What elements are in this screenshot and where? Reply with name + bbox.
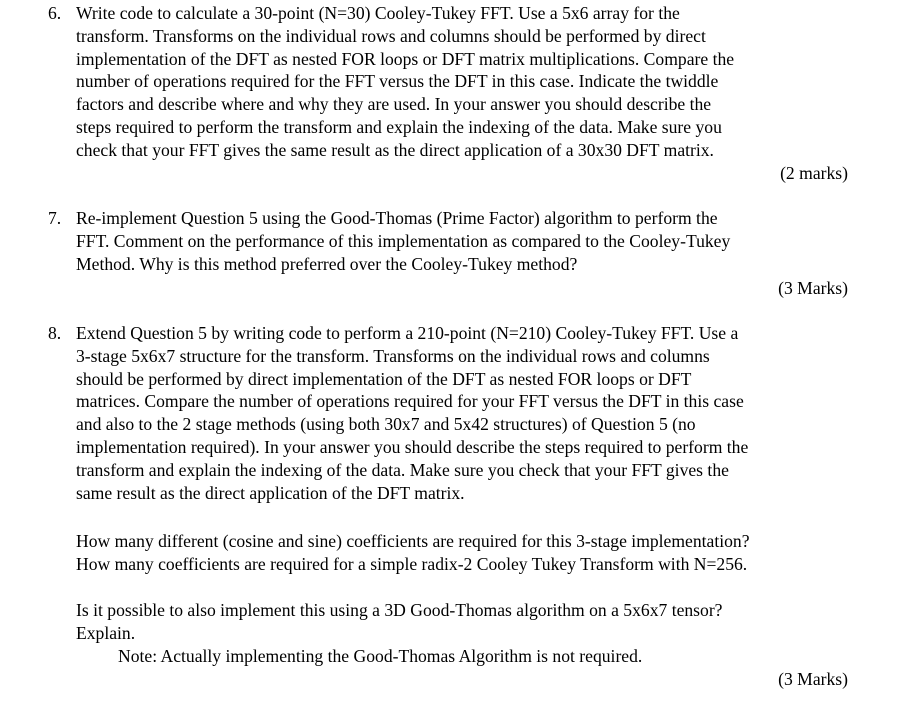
text-line: How many coefficients are required for a simple radix-2 Cooley Tukey Transform with N=256.: [76, 553, 748, 574]
question-7-number: 7.: [48, 208, 62, 228]
text-line: same result as the direct application of the DFT matrix.: [76, 482, 465, 503]
question-8-text: [76, 322, 876, 504]
text-line: implementation required). In your answer you should describe the steps required to perform the: [76, 436, 749, 457]
text-line: Explain.: [76, 622, 136, 643]
question-8-number: 8.: [48, 323, 62, 343]
text-line: How many different (cosine and sine) coefficients are required for this 3-stage implementation?: [76, 531, 750, 551]
question-8-note: Note: Actually implementing the Good-Thomas Algorithm is not required.: [118, 646, 643, 666]
text-line: Re-implement Question 5 using the Good-Thomas (Prime Factor) algorithm to perform the: [76, 208, 718, 228]
question-8-paragraph-3: [76, 599, 876, 645]
text-line: Method. Why is this method preferred over the Cooley-Tukey method?: [76, 253, 578, 274]
text-line: and also to the 2 stage methods (using both 30x7 and 5x42 structures) of Question 5 (no: [76, 414, 696, 435]
text-line: Extend Question 5 by writing code to perform a 210-point (N=210) Cooley-Tukey FFT. Use a: [76, 323, 739, 343]
question-7-text: [76, 207, 876, 275]
question-6-number: 6.: [48, 3, 62, 23]
text-line: Is it possible to also implement this using a 3D Good-Thomas algorithm on a 5x6x7 tensor?: [76, 600, 723, 620]
text-line: Write code to calculate a 30-point (N=30) Cooley-Tukey FFT. Use a 5x6 array for the: [76, 3, 680, 23]
text-line: should be performed by direct implementation of the DFT as nested FOR loops or DFT: [76, 368, 692, 389]
question-8-marks: (3 Marks): [778, 669, 848, 689]
text-line: implementation of the DFT as nested FOR loops or DFT matrix multiplications. Compare the: [76, 48, 735, 69]
text-line: 3-stage 5x6x7 structure for the transform. Transforms on the individual rows and columns: [76, 345, 710, 366]
question-6-marks: (2 marks): [780, 163, 848, 183]
text-line: number of operations required for the FFT versus the DFT in this case. Indicate the twiddle: [76, 71, 719, 92]
text-line: check that your FFT gives the same result as the direct application of a 30x30 DFT matrix.: [76, 139, 714, 160]
question-7-marks: (3 Marks): [778, 278, 848, 298]
text-line: transform. Transforms on the individual rows and columns should be performed by direct: [76, 25, 706, 46]
text-line: matrices. Compare the number of operations required for your FFT versus the DFT in this case: [76, 391, 744, 412]
text-line: steps required to perform the transform and explain the indexing of the data. Make sure you: [76, 116, 722, 137]
text-line: FFT. Comment on the performance of this implementation as compared to the Cooley-Tukey: [76, 230, 731, 251]
question-8-paragraph-2: [76, 530, 876, 576]
question-6-text: [76, 2, 876, 162]
text-line: factors and describe where and why they are used. In your answer you should describe the: [76, 94, 712, 115]
text-line: transform and explain the indexing of the data. Make sure you check that your FFT gives the: [76, 459, 729, 480]
